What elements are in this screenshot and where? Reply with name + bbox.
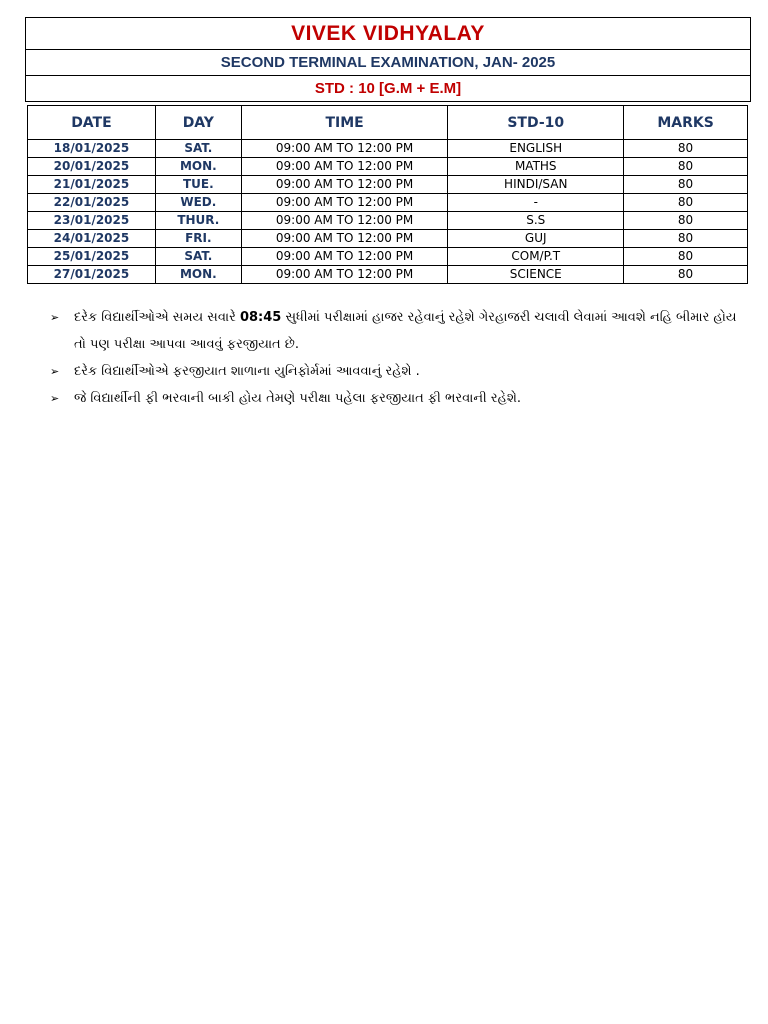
cell-day: MON. — [155, 266, 241, 284]
cell-date: 23/01/2025 — [28, 212, 156, 230]
arrow-bullet-icon: ➢ — [50, 392, 60, 405]
cell-subject: - — [448, 194, 624, 212]
col-header-subject: STD-10 — [448, 106, 624, 140]
table-row — [28, 212, 748, 230]
col-header-day: DAY — [155, 106, 241, 140]
cell-marks: 80 — [624, 266, 748, 284]
cell-subject: ENGLISH — [448, 140, 624, 158]
cell-day: MON. — [155, 158, 241, 176]
cell-subject: SCIENCE — [448, 266, 624, 284]
table-row — [28, 266, 748, 284]
cell-day: FRI. — [155, 230, 241, 248]
cell-day: SAT. — [155, 248, 241, 266]
cell-time: 09:00 AM TO 12:00 PM — [241, 158, 448, 176]
cell-marks: 80 — [624, 212, 748, 230]
cell-time: 09:00 AM TO 12:00 PM — [241, 212, 448, 230]
cell-subject: HINDI/SAN — [448, 176, 624, 194]
table-row — [28, 230, 748, 248]
table-row — [28, 140, 748, 158]
col-header-time: TIME — [241, 106, 448, 140]
cell-day: SAT. — [155, 140, 241, 158]
cell-subject: COM/P.T — [448, 248, 624, 266]
col-header-date: DATE — [28, 106, 156, 140]
exam-title: SECOND TERMINAL EXAMINATION, JAN- 2025 — [26, 50, 750, 76]
cell-marks: 80 — [624, 194, 748, 212]
instruction-text: જે વિદ્યાર્થીની ફી ભરવાની બાકી હોય તેમણે પરીક્ષા પહેલા ફરજીયાત ફી ભરવાની રહેશે. — [74, 391, 522, 406]
cell-subject: S.S — [448, 212, 624, 230]
cell-time: 09:00 AM TO 12:00 PM — [241, 230, 448, 248]
cell-date: 27/01/2025 — [28, 266, 156, 284]
exam-schedule-table — [27, 105, 748, 284]
cell-marks: 80 — [624, 176, 748, 194]
cell-date: 21/01/2025 — [28, 176, 156, 194]
cell-marks: 80 — [624, 140, 748, 158]
instruction-item — [50, 304, 750, 358]
table-header-row — [28, 106, 748, 140]
instruction-text-pre: દરેક વિદ્યાર્થીઓએ સમય સવારે — [74, 310, 240, 325]
instruction-item — [50, 385, 750, 412]
table-row — [28, 176, 748, 194]
cell-time: 09:00 AM TO 12:00 PM — [241, 176, 448, 194]
cell-date: 20/01/2025 — [28, 158, 156, 176]
cell-day: THUR. — [155, 212, 241, 230]
cell-marks: 80 — [624, 158, 748, 176]
cell-subject: MATHS — [448, 158, 624, 176]
header-box — [25, 17, 751, 102]
col-header-marks: MARKS — [624, 106, 748, 140]
table-row — [28, 194, 748, 212]
cell-marks: 80 — [624, 230, 748, 248]
cell-date: 18/01/2025 — [28, 140, 156, 158]
instruction-item — [50, 358, 750, 385]
cell-day: WED. — [155, 194, 241, 212]
cell-marks: 80 — [624, 248, 748, 266]
reporting-time: 08:45 — [239, 310, 282, 325]
std-line: STD : 10 [G.M + E.M] — [314, 80, 462, 97]
table-row — [28, 248, 748, 266]
cell-date: 22/01/2025 — [28, 194, 156, 212]
table-row — [28, 158, 748, 176]
cell-day: TUE. — [155, 176, 241, 194]
instruction-text: દરેક વિદ્યાર્થીઓએ ફરજીયાત શાળાના યુનિફોર્મમાં આવવાનું રહેશે . — [74, 364, 420, 379]
arrow-bullet-icon: ➢ — [50, 365, 60, 378]
arrow-bullet-icon: ➢ — [50, 311, 60, 324]
instruction-text-post: સુધીમાં પરીક્ષામાં હાજર રહેવાનું રહેશે ગેરહાજરી ચલાવી લેવામાં આવશે નહિ બીમાર હોય તો પણ પરીક્ષા આપવા આવવું ફરજીયાત છે. — [74, 310, 737, 352]
cell-time: 09:00 AM TO 12:00 PM — [241, 194, 448, 212]
cell-date: 25/01/2025 — [28, 248, 156, 266]
cell-time: 09:00 AM TO 12:00 PM — [241, 140, 448, 158]
cell-time: 09:00 AM TO 12:00 PM — [241, 248, 448, 266]
school-name: VIVEK VIDHYALAY — [26, 18, 750, 50]
cell-date: 24/01/2025 — [28, 230, 156, 248]
cell-subject: GUJ — [448, 230, 624, 248]
instructions-list — [50, 304, 750, 412]
cell-time: 09:00 AM TO 12:00 PM — [241, 266, 448, 284]
